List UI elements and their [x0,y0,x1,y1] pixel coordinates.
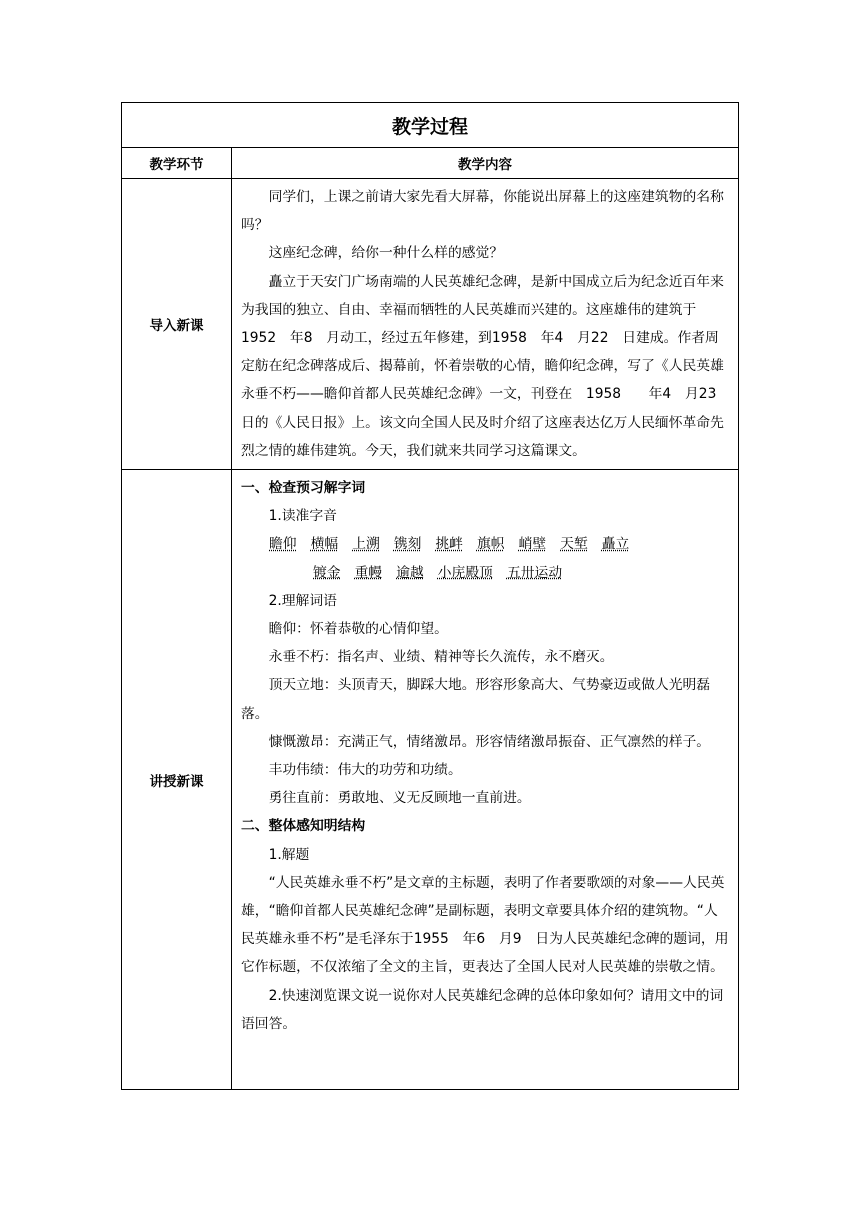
pronunciation-word: 镀金 [313,564,341,581]
teaching-content [232,470,739,1090]
pronunciation-word: 瞻仰 [269,536,297,553]
pronunciation-word: 五卅运动 [506,564,563,581]
vocab-item: 慷慨激昂：充满正气，情绪激昂。形容情绪激昂振奋、正气凛然的样子。 [268,733,711,750]
subheading: 1.解题 [268,846,310,863]
subheading: 2.理解词语 [268,592,337,609]
pronunciation-word: 旗帜 [476,536,505,553]
pronunciation-word: 上溯 [352,536,380,553]
column-header-stage: 教学环节 [122,148,232,179]
lesson-process-table [121,102,739,1090]
section-heading: 一、检查预习解字词 [241,480,366,497]
pronunciation-word: 矗立 [601,536,630,553]
pronunciation-word: 逾越 [396,564,424,581]
pronunciation-word: 镌刻 [393,536,422,553]
vocab-item: 顶天立地：头顶青天，脚踩大地。形容形象高大、气势豪迈或做人光明磊落。 [241,677,711,722]
pronunciation-row [241,559,729,587]
column-header-content: 教学内容 [232,148,739,179]
vocab-item: 永垂不朽：指名声、业绩、精神等长久流传，永不磨灭。 [268,649,614,666]
stage-label-teaching: 讲授新课 [122,470,232,1090]
intro-paragraph: 同学们，上课之前请大家先看大屏幕，你能说出屏幕上的这座建筑物的名称吗？ [241,189,724,234]
section-heading: 二、整体感知明结构 [241,818,366,835]
question-paragraph: 2.快速浏览课文说一说你对人民英雄纪念碑的总体印象如何？请用文中的词语回答。 [241,987,724,1032]
title-explanation: “人民英雄永垂不朽”是文章的主标题，表明了作者要歌颂的对象——人民英雄，“瞻仰首都人民英雄纪念碑”是副标题，表明文章要具体介绍的建筑物。“人民英雄永垂不朽”是毛泽东于1955 年6 月9 日为人民英雄纪念碑的题词，用它作标题，不仅浓缩了全文的主旨，更表达了全国人民对人民英雄的崇敬之情。 [241,874,729,976]
pronunciation-row [241,530,729,558]
vocab-item: 丰功伟绩：伟大的功劳和功绩。 [268,762,462,779]
pronunciation-word: 重幔 [354,564,383,581]
pronunciation-word: 挑衅 [435,536,463,553]
vocab-item: 瞻仰：怀着恭敬的心情仰望。 [268,621,448,638]
stage-label-intro: 导入新课 [122,179,232,470]
intro-paragraph: 这座纪念碑，给你一种什么样的感觉？ [268,245,504,262]
subheading: 1.读准字音 [268,508,337,525]
intro-content [232,179,739,470]
intro-paragraph: 矗立于天安门广场南端的人民英雄纪念碑，是新中国成立后为纪念近百年来为我国的独立、自由、幸福而牺牲的人民英雄而兴建的。这座雄伟的建筑于1952 年8 月动工，经过五年修建，到1958 年4 月22 日建成。作者周定舫在纪念碑落成后、揭幕前，怀着崇敬的心情，瞻仰纪念碑，写了《人民英雄永垂不朽——瞻仰首都人民英雄纪念碑》一文，刊登在 1958 年4 月23 日的《人民日报》上。该文向全国人民及时介绍了这座表达亿万人民缅怀革命先烈之情的雄伟建筑。今天，我们就来共同学习这篇课文。 [241,273,731,459]
pronunciation-word: 峭壁 [518,536,547,553]
table-title: 教学过程 [122,103,739,148]
pronunciation-word: 天堑 [560,536,588,553]
pronunciation-word: 小庑殿顶 [437,564,493,581]
pronunciation-word: 横幅 [310,536,339,553]
vocab-item: 勇往直前：勇敢地、义无反顾地一直前进。 [268,790,531,807]
